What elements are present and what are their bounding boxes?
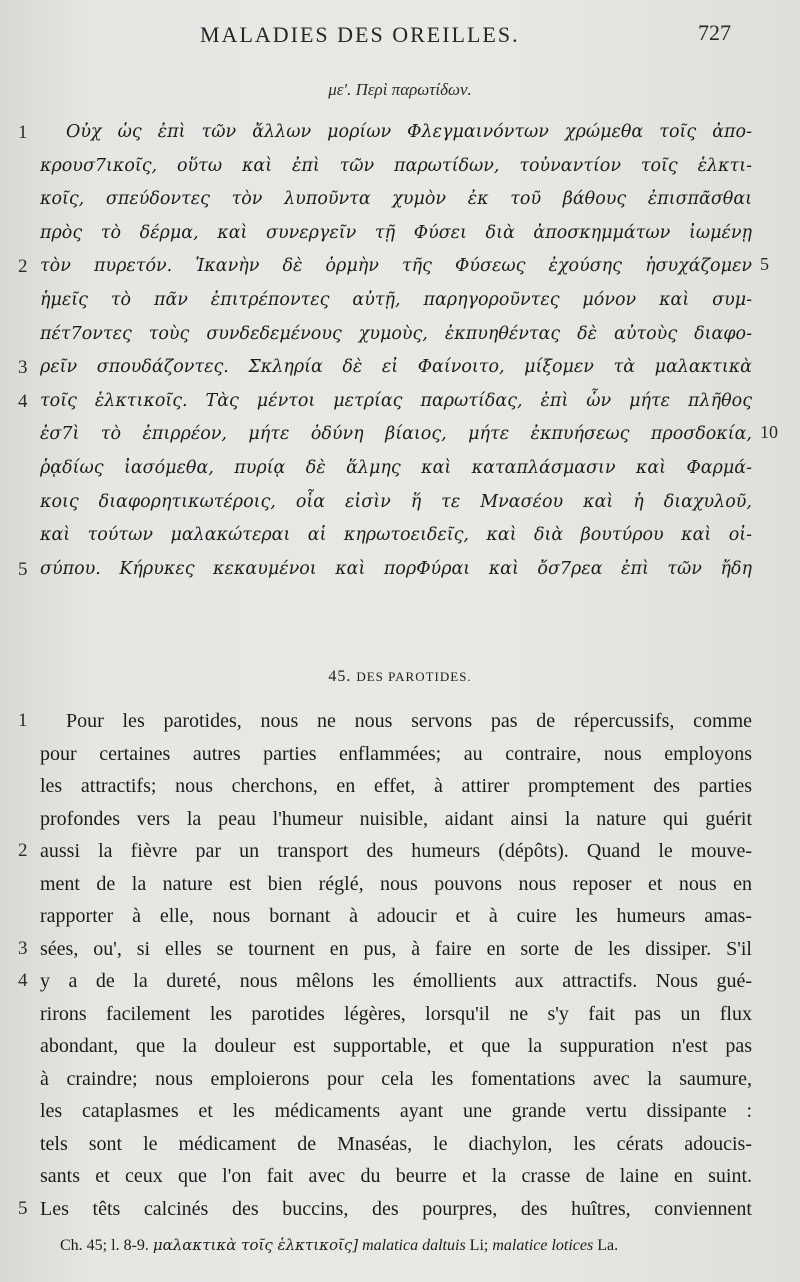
greek-text-line: σύπου. Κήρυκες κεκαυμένοι καὶ πορΦύραι καὶ ὄσ7ρεα ἐπὶ τῶν ἤδη [40,558,752,579]
note-siglum-1: Li; [469,1237,489,1254]
greek-text-line: καὶ τούτων μαλακώτεραι αἱ κηρωτοειδεῖς, καὶ διὰ βουτύρου καὶ οἰ- [40,525,752,546]
note-reference: Ch. 45; l. 8-9. [60,1237,149,1254]
french-text-line: tels sont le médicament de Mnaséas, le diachylon, les cérats adoucis- [40,1132,752,1155]
french-text-line: aussi la fièvre par un transport des humeurs (dépôts). Quand le mouve- [40,840,752,862]
french-line-marker: 2 [18,840,28,861]
greek-text-line: πρὸς τὸ δέρμα, καὶ συνεργεῖν τῇ Φύσει διὰ ἀποσκημμάτων ἰωμένῃ [40,222,752,243]
running-title: MALADIES DES OREILLES. [200,22,520,47]
french-text-line: rapporter à elle, nous bornant à adoucir et à cuire les humeurs amas- [40,905,752,927]
french-text-line: Pour les parotides, nous ne nous servons pas de répercussifs, comme [66,710,752,732]
greek-line-marker: 2 [18,256,28,278]
french-text-line: Les têts calcinés des buccins, des pourpres, des huîtres, conviennent [40,1197,752,1220]
french-text-line: abondant, que la douleur est supportable, et que la suppuration n'est pas [40,1035,752,1057]
french-text-line: les cataplasmes et les médicaments ayant une grande vertu dissipante : [40,1100,752,1122]
greek-text-line: τὸν πυρετόν. Ἱκανὴν δὲ ὁρμὴν τῆς Φύσεως ἐχούσης ἡσυχάζομεν [40,256,752,277]
greek-line-marker: 4 [18,390,28,412]
greek-text-line: κρουσ7ικοῖς, οὕτω καὶ ἐπὶ τῶν παρωτίδων, τοὐναντίον τοῖς ἑλκτι- [40,155,752,176]
greek-text-line: Οὐχ ὡς ἐπὶ τῶν ἄλλων μορίων Φλεγμαινόντων χρώμεθα τοῖς ἀπο- [66,122,752,142]
french-text-line: profondes vers la peau l'humeur nuisible, aidant ainsi la nature qui guérit [40,807,752,830]
greek-text-line: κοις διαφορητικωτέροις, οἷα εἰσὶν ἥ τε Μνασέου καὶ ἡ διαχυλοῦ, [40,491,752,512]
greek-text-line: ἡμεῖς τὸ πᾶν ἐπιτρέποντες αὐτῇ, παρηγοροῦντες μόνον καὶ συμ- [40,290,752,310]
french-line-marker: 5 [18,1197,28,1219]
greek-line-marker: 1 [18,122,28,143]
french-text-line: rirons facilement les parotides légères, lorsqu'il ne s'y fait pas un flux [40,1002,752,1025]
greek-text-line: κοῖς, σπεύδοντες τὸν λυποῦντα χυμὸν ἐκ τοῦ βάθους ἐπισπᾶσθαι [40,189,752,210]
french-text-line: ment de la nature est bien réglé, nous pouvons nous reposer et nous en [40,872,752,895]
greek-text-line: ἐσ7ὶ τὸ ἐπιρρέον, μήτε ὀδύνη βίαιος, μήτε ἐκπυήσεως προσδοκία, [40,424,752,445]
greek-text-line: ρεῖν σπουδάζοντες. Σκληρία δὲ εἰ Φαίνοιτο, μίξομεν τὰ μαλακτικὰ [40,357,752,378]
note-greek-lemma: μαλακτικὰ τοῖς ἑλκτικοῖς] [152,1236,359,1254]
french-text-line: à craindre; nous emploierons pour cela les fomentations avec la saumure, [40,1067,752,1090]
greek-chapter-heading: με'. Περὶ παρωτίδων. [328,80,472,99]
french-text-line: sées, ou', si elles se tournent en pus, à faire en sorte de les dissiper. S'il [40,937,752,960]
french-text-line: pour certaines autres parties enflammées; au contraire, nous employons [40,742,752,765]
greek-line-marker: 3 [18,357,28,379]
critical-apparatus-note [60,1236,760,1255]
greek-text-line: τοῖς ἑλκτικοῖς. Τὰς μέντοι μετρίας παρωτίδας, ἐπὶ ὧν μήτε πλῆθος [40,390,752,411]
french-text-line: y a de la dureté, nous mêlons les émollients aux attractifs. Nous gué- [40,970,752,992]
chapter-title: DES PAROTIDES. [356,669,472,684]
greek-line-number: 10 [760,422,778,443]
note-siglum-2: La. [597,1237,619,1254]
greek-line-marker: 5 [18,558,28,580]
greek-line-number: 5 [760,254,769,275]
french-line-marker: 3 [18,937,28,959]
running-head [0,20,800,54]
french-chapter-heading [0,668,800,686]
french-line-marker: 1 [18,710,28,731]
page-number: 727 [698,20,731,45]
note-variant-2: malatice lotices [492,1237,594,1254]
french-text-line: sants et ceux que l'on fait avec du beurre et la crasse de laine en suint. [40,1165,752,1187]
greek-text-line: πέτ7οντες τοὺς συνδεδεμένους χυμοὺς, ἐκπυηθέντας δὲ αὐτοὺς διαφο- [40,323,752,344]
note-variant-1: malatica daltuis [362,1237,466,1254]
french-line-marker: 4 [18,970,28,991]
greek-text-line: ῥᾳδίως ἰασόμεθα, πυρίᾳ δὲ ἅλμης καὶ καταπλάσμασιν καὶ Φαρμά- [40,458,752,478]
chapter-number: 45. [328,668,352,685]
french-text-line: les attractifs; nous cherchons, en effet, à attirer promptement des parties [40,775,752,797]
